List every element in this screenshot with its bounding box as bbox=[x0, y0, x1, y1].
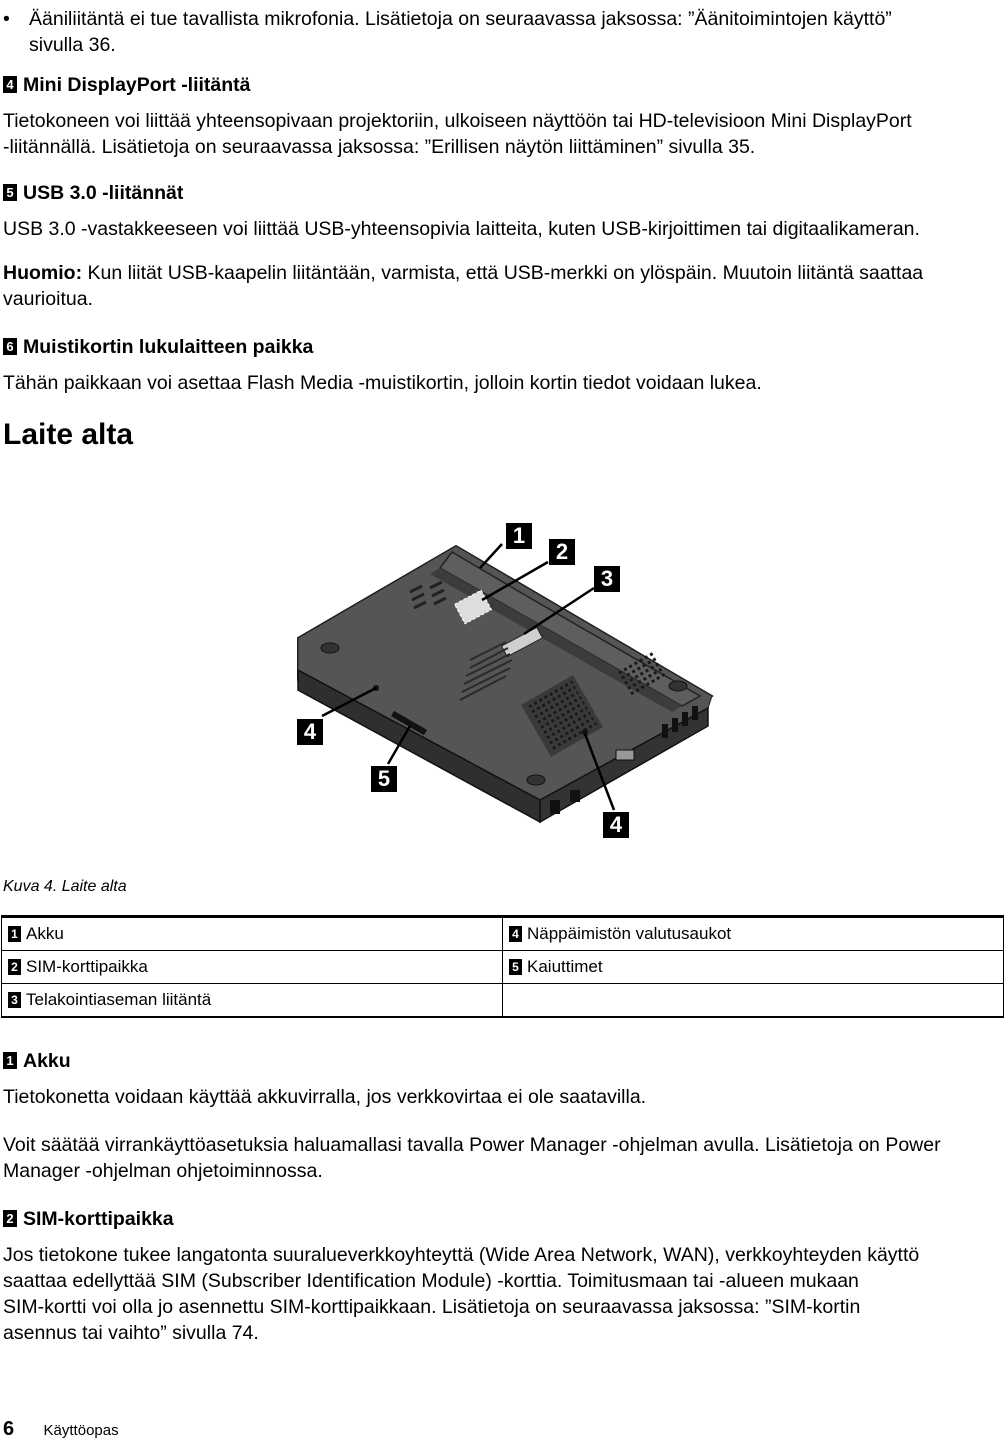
callout-badge: 4 bbox=[3, 76, 17, 93]
figure-callout-2: 2 bbox=[549, 539, 575, 565]
section-memory-card bbox=[3, 334, 313, 360]
body-line: Tähän paikkaan voi asettaa Flash Media -muistikortin, jolloin kortin tiedot voidaan lukea. bbox=[3, 372, 762, 394]
figure-callout-1: 1 bbox=[506, 523, 532, 549]
legend-label: Akku bbox=[26, 924, 64, 943]
page-number: 6 bbox=[3, 1418, 15, 1440]
legend-cell bbox=[503, 951, 1004, 984]
callout-badge: 1 bbox=[3, 1052, 17, 1069]
figure-callout-5: 5 bbox=[371, 766, 397, 792]
body-line: USB 3.0 -vastakkeeseen voi liittää USB-yhteensopivia laitteita, kuten USB-kirjoittimen tai digitaalikameran. bbox=[3, 218, 920, 240]
legend-badge: 3 bbox=[8, 992, 21, 1008]
section-heading: Mini DisplayPort -liitäntä bbox=[23, 74, 251, 96]
bullet-text-line1: Ääniliitäntä ei tue tavallista mikrofonia. Lisätietoja on seuraavassa jaksossa: ”Äänitoimintojen käyttö” bbox=[29, 8, 892, 30]
body-line: saattaa edellyttää SIM (Subscriber Identification Module) -korttia. Toimitusmaan tai -alueen mukaan bbox=[3, 1270, 859, 1292]
body-line: Tietokonetta voidaan käyttää akkuvirralla, jos verkkovirtaa ei ole saatavilla. bbox=[3, 1086, 647, 1108]
legend-table bbox=[1, 915, 1004, 1018]
body-line: Manager -ohjelman ohjetoiminnossa. bbox=[3, 1160, 323, 1182]
body-line: asennus tai vaihto” sivulla 74. bbox=[3, 1322, 259, 1344]
note-text-line2: vaurioitua. bbox=[3, 288, 93, 310]
legend-label: Kaiuttimet bbox=[527, 957, 603, 976]
section-body bbox=[3, 1242, 998, 1346]
body-line: -liitännällä. Lisätietoja on seuraavassa jaksossa: ”Erillisen näytön liittäminen” sivulla 35. bbox=[3, 136, 756, 158]
bullet-dot: • bbox=[3, 8, 10, 30]
note-paragraph bbox=[3, 260, 998, 312]
section-sim-slot bbox=[3, 1206, 174, 1232]
section-mini-displayport bbox=[3, 72, 251, 98]
section-usb bbox=[3, 180, 183, 206]
section-body bbox=[3, 370, 998, 396]
note-label: Huomio: bbox=[3, 262, 83, 284]
legend-badge: 2 bbox=[8, 959, 21, 975]
legend-badge: 1 bbox=[8, 926, 21, 942]
legend-cell bbox=[2, 951, 503, 984]
legend-badge: 5 bbox=[509, 959, 522, 975]
bullet-text-line2: sivulla 36. bbox=[29, 34, 116, 56]
table-row bbox=[2, 951, 1004, 984]
body-line: Jos tietokone tukee langatonta suuralueverkkoyhteyttä (Wide Area Network, WAN), verkkoyhteyden käyttö bbox=[3, 1244, 920, 1266]
section-battery bbox=[3, 1048, 71, 1074]
legend-cell bbox=[2, 984, 503, 1018]
section-heading: USB 3.0 -liitännät bbox=[23, 182, 184, 204]
page-section-title: Laite alta bbox=[3, 418, 134, 451]
document-title: Käyttöopas bbox=[43, 1422, 119, 1439]
legend-label: SIM-korttipaikka bbox=[26, 957, 148, 976]
callout-badge: 5 bbox=[3, 184, 17, 201]
legend-cell-empty bbox=[503, 984, 1004, 1018]
legend-label: Näppäimistön valutusaukot bbox=[527, 924, 732, 943]
section-heading: SIM-korttipaikka bbox=[23, 1208, 174, 1230]
laptop-bottom-figure bbox=[280, 510, 730, 850]
figure-callout-4a: 4 bbox=[297, 719, 323, 745]
figure-callout-3: 3 bbox=[594, 566, 620, 592]
legend-cell bbox=[2, 917, 503, 951]
figure-callout-4b: 4 bbox=[603, 812, 629, 838]
figure-caption: Kuva 4. Laite alta bbox=[3, 878, 127, 895]
section-body bbox=[3, 216, 998, 242]
section-heading: Akku bbox=[23, 1050, 71, 1072]
section-body bbox=[3, 108, 998, 160]
legend-cell bbox=[503, 917, 1004, 951]
section-body bbox=[3, 1084, 998, 1110]
table-row bbox=[2, 984, 1004, 1018]
legend-badge: 4 bbox=[509, 926, 522, 942]
callout-badge: 2 bbox=[3, 1210, 17, 1227]
section-heading: Muistikortin lukulaitteen paikka bbox=[23, 336, 314, 358]
note-text: Kun liität USB-kaapelin liitäntään, varmista, että USB-merkki on ylöspäin. Muutoin liitäntä saattaa bbox=[82, 262, 924, 284]
section-body bbox=[3, 1132, 998, 1184]
callout-badge: 6 bbox=[3, 338, 17, 355]
body-line: Tietokoneen voi liittää yhteensopivaan projektoriin, ulkoiseen näyttöön tai HD-televisioon Mini DisplayPort bbox=[3, 110, 912, 132]
body-line: SIM-kortti voi olla jo asennettu SIM-korttipaikkaan. Lisätietoja on seuraavassa jaksossa: ”SIM-kortin bbox=[3, 1296, 861, 1318]
table-row bbox=[2, 917, 1004, 951]
legend-label: Telakointiaseman liitäntä bbox=[26, 990, 212, 1009]
body-line: Voit säätää virrankäyttöasetuksia haluamallasi tavalla Power Manager -ohjelman avulla. Lisätietoja on Power bbox=[3, 1134, 941, 1156]
